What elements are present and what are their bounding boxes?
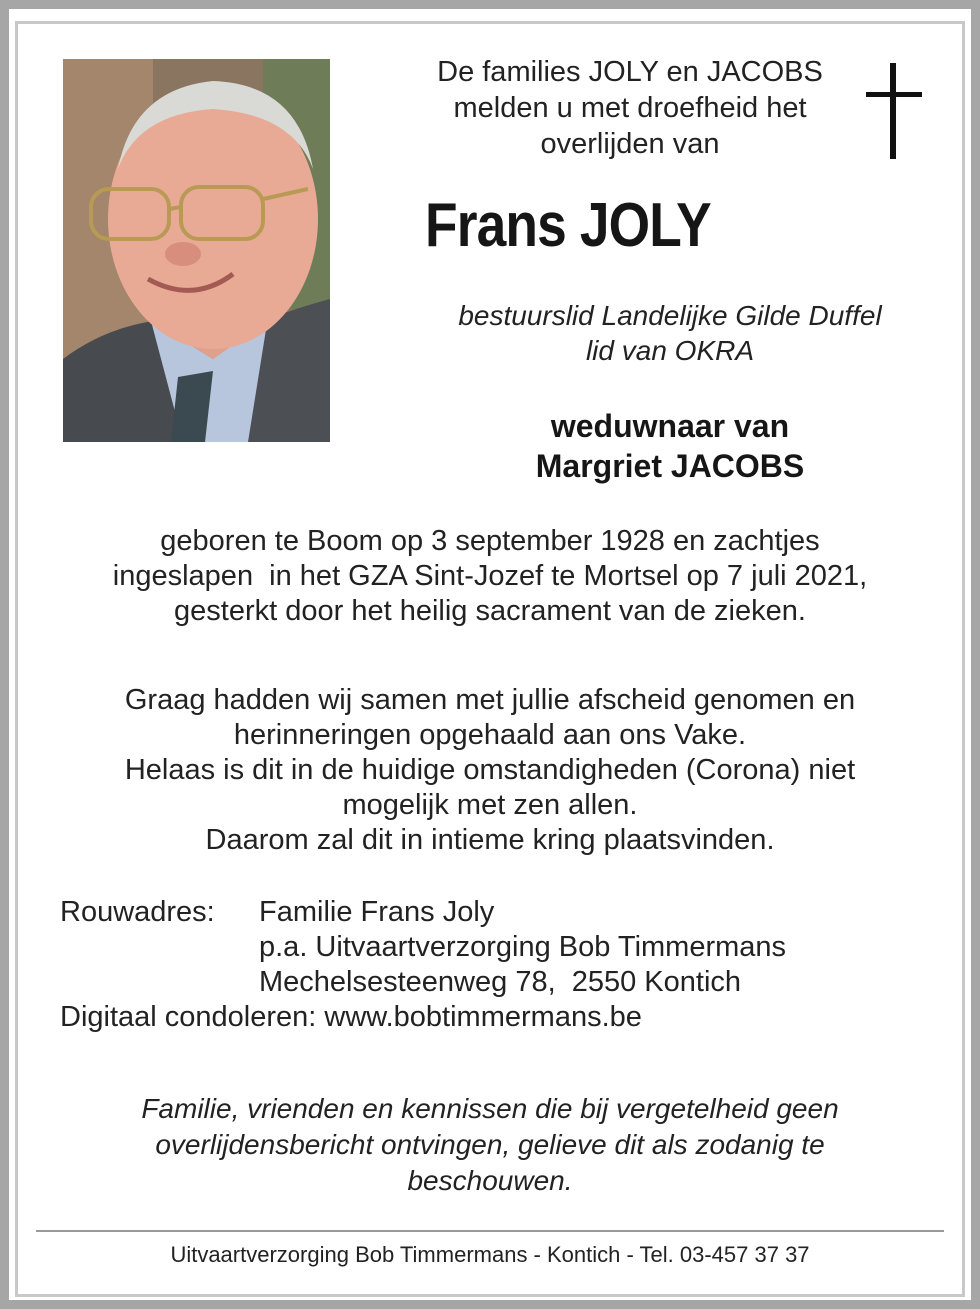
- footer-divider: [36, 1230, 944, 1232]
- mourning-address: [60, 895, 786, 1035]
- announcement-line: overlijden van: [540, 128, 720, 160]
- address-line: Familie Frans Joly: [259, 896, 495, 928]
- widower-block: [470, 406, 870, 486]
- paragraph-line: gesterkt door het heilig sacrament van de zieken.: [174, 595, 806, 627]
- address-line: p.a. Uitvaartverzorging Bob Timmermans: [259, 931, 787, 963]
- birth-death-paragraph: [40, 524, 940, 629]
- paragraph-line: geboren te Boom op 3 september 1928 en zachtjes: [160, 525, 820, 557]
- paragraph-line: Graag hadden wij samen met jullie afscheid genomen en: [124, 684, 856, 716]
- role-line: lid van OKRA: [585, 335, 755, 366]
- announcement-line: De families JOLY en JACOBS: [437, 56, 823, 88]
- deceased-name: Frans JOLY: [425, 191, 711, 260]
- announcement-line: melden u met droefheid het: [453, 92, 807, 124]
- announcement: [400, 54, 860, 162]
- address-label: Rouwadres:: [60, 896, 215, 928]
- address-line: Mechelsesteenweg 78, 2550 Kontich: [259, 966, 742, 998]
- widower-label: weduwnaar van: [550, 408, 790, 444]
- paragraph-line: mogelijk met zen allen.: [342, 789, 638, 821]
- cross-icon: [866, 63, 922, 159]
- condolence-link[interactable]: Digitaal condoleren: www.bobtimmermans.be: [60, 1001, 642, 1033]
- deceased-roles: [420, 298, 920, 368]
- footer-text: Uitvaartverzorging Bob Timmermans - Kontich - Tel. 03-457 37 37: [170, 1242, 810, 1267]
- message-paragraph: [40, 683, 940, 858]
- paragraph-line: Daarom zal dit in intieme kring plaatsvinden.: [205, 824, 775, 856]
- closing-line: Familie, vrienden en kennissen die bij vergetelheid geen: [141, 1093, 839, 1124]
- role-line: bestuurslid Landelijke Gilde Duffel: [458, 300, 882, 331]
- portrait-illustration: [63, 59, 330, 442]
- paragraph-line: ingeslapen in het GZA Sint-Jozef te Mortsel op 7 juli 2021,: [112, 560, 868, 592]
- closing-note: [60, 1091, 920, 1199]
- portrait-photo: [63, 59, 330, 442]
- paragraph-line: Helaas is dit in de huidige omstandigheden (Corona) niet: [124, 754, 856, 786]
- paragraph-line: herinneringen opgehaald aan ons Vake.: [233, 719, 747, 751]
- closing-line: beschouwen.: [407, 1165, 573, 1196]
- closing-line: overlijdensbericht ontvingen, gelieve dit als zodanig te: [155, 1129, 825, 1160]
- spouse-name: Margriet JACOBS: [535, 448, 805, 484]
